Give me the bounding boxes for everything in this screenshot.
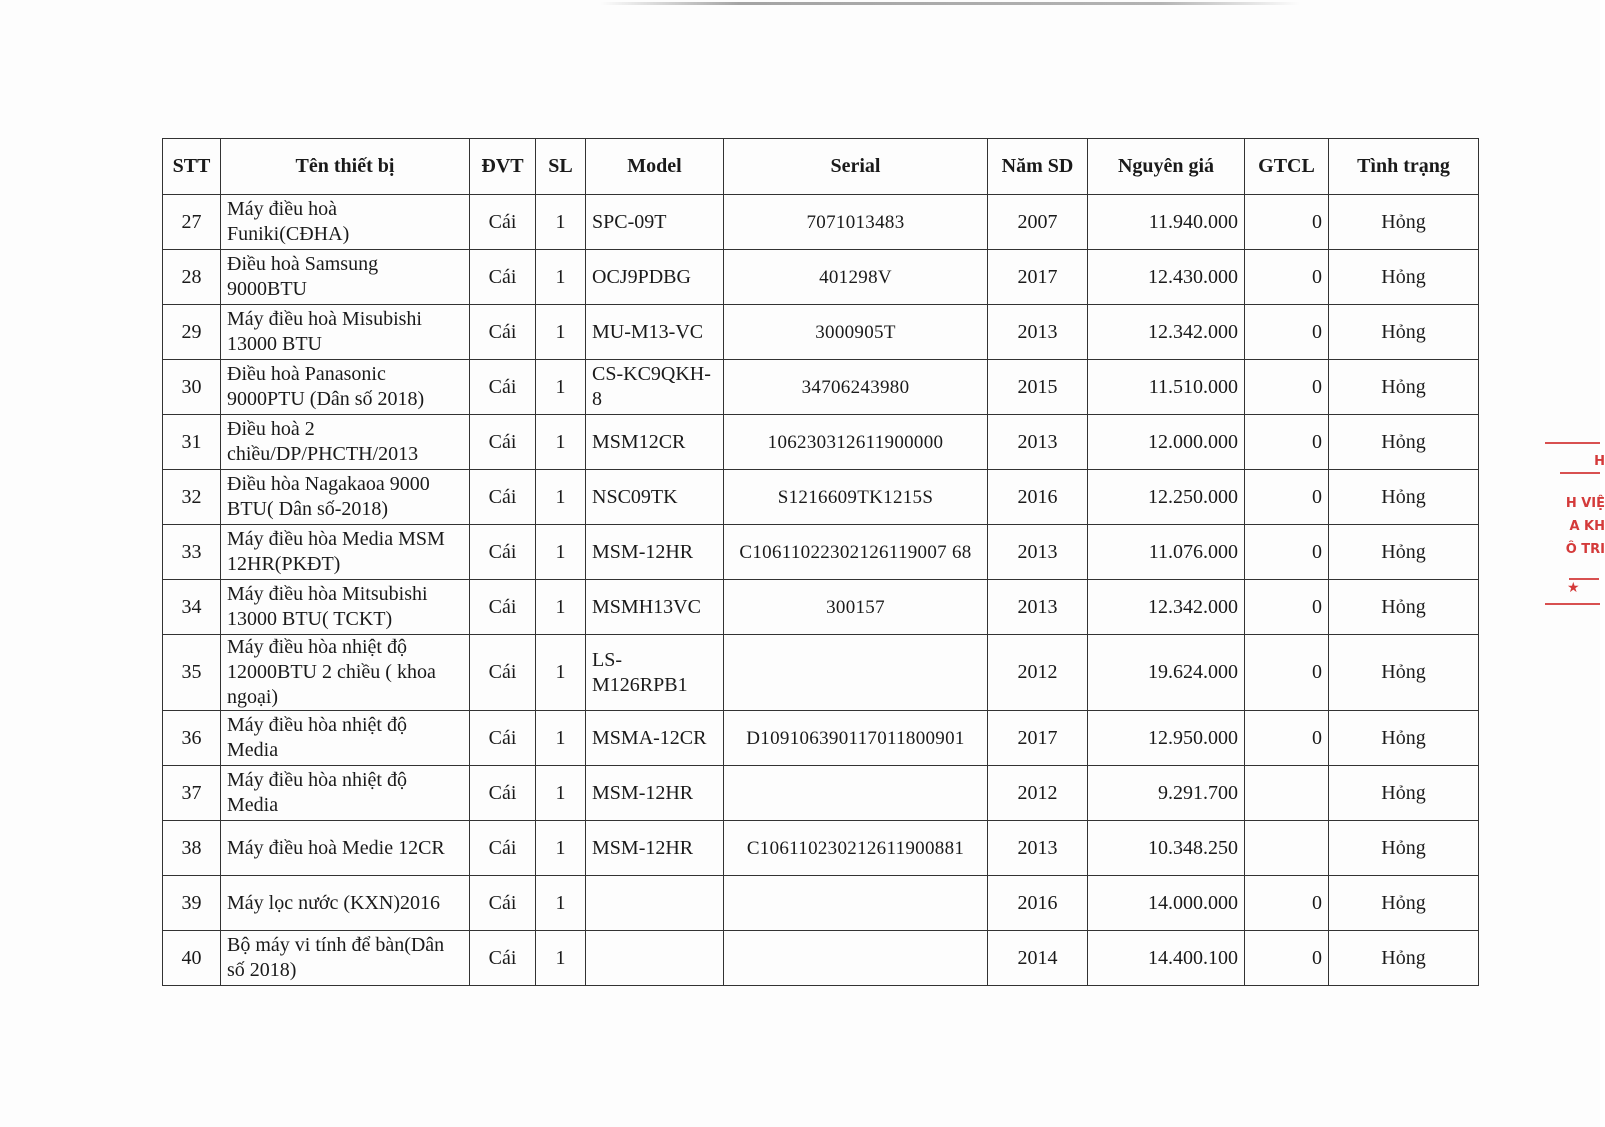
cell-status: Hỏng [1329,470,1479,525]
cell-name: Máy điều hòa Mitsubishi 13000 BTU( TCKT) [221,580,470,635]
stamp-text-2: H VIỆ [1565,496,1605,511]
cell-stt: 31 [163,415,221,470]
cell-status: Hỏng [1329,931,1479,986]
cell-serial: 7071013483 [724,195,988,250]
table-row [163,470,1479,525]
cell-unit: Cái [470,711,536,766]
cell-cost: 12.250.000 [1088,470,1245,525]
table-header-row [163,139,1479,195]
cell-stt: 33 [163,525,221,580]
cell-model: MSMA-12CR [586,711,724,766]
cell-model [586,876,724,931]
cell-model [586,931,724,986]
cell-unit: Cái [470,415,536,470]
table-row [163,766,1479,821]
cell-status: Hỏng [1329,360,1479,415]
cell-serial: C10611022302126119007 68 [724,525,988,580]
cell-year: 2013 [988,580,1088,635]
table-row [163,415,1479,470]
cell-year: 2013 [988,525,1088,580]
cell-year: 2013 [988,821,1088,876]
cell-name: Máy điều hoà Medie 12CR [221,821,470,876]
header-gtcl: GTCL [1245,139,1329,195]
cell-serial: 106230312611900000 [724,415,988,470]
table-row [163,525,1479,580]
cell-status: Hỏng [1329,415,1479,470]
cell-model: NSC09TK [586,470,724,525]
cell-gtcl: 0 [1245,415,1329,470]
table-row [163,305,1479,360]
cell-cost: 12.342.000 [1088,580,1245,635]
cell-qty: 1 [536,766,586,821]
cell-unit: Cái [470,876,536,931]
cell-cost: 12.430.000 [1088,250,1245,305]
cell-cost: 12.000.000 [1088,415,1245,470]
stamp-text-3: A KH [1569,519,1605,534]
equipment-table [162,138,1479,986]
stamp-rule [1545,442,1600,444]
cell-gtcl: 0 [1245,580,1329,635]
cell-status: Hỏng [1329,195,1479,250]
cell-status: Hỏng [1329,305,1479,360]
cell-unit: Cái [470,766,536,821]
header-unit: ĐVT [470,139,536,195]
cell-gtcl: 0 [1245,931,1329,986]
table-row [163,580,1479,635]
cell-year: 2016 [988,876,1088,931]
cell-gtcl: 0 [1245,470,1329,525]
cell-model: MSM-12HR [586,821,724,876]
cell-status: Hỏng [1329,250,1479,305]
header-name: Tên thiết bị [221,139,470,195]
cell-stt: 28 [163,250,221,305]
cell-model: MU-M13-VC [586,305,724,360]
cell-unit: Cái [470,195,536,250]
cell-qty: 1 [536,470,586,525]
cell-year: 2014 [988,931,1088,986]
cell-gtcl: 0 [1245,876,1329,931]
cell-stt: 36 [163,711,221,766]
cell-serial: S1216609TK1215S [724,470,988,525]
cell-model: LS-M126RPB1 [586,635,724,711]
cell-model: MSMH13VC [586,580,724,635]
cell-year: 2017 [988,250,1088,305]
cell-year: 2012 [988,635,1088,711]
cell-unit: Cái [470,580,536,635]
cell-status: Hỏng [1329,766,1479,821]
cell-name: Điều hòa Nagakaoa 9000 BTU( Dân số-2018) [221,470,470,525]
table-row [163,711,1479,766]
cell-name: Máy điều hòa nhiệt độ Media [221,766,470,821]
cell-gtcl: 0 [1245,305,1329,360]
red-seal-stamp [1545,440,1605,625]
cell-qty: 1 [536,525,586,580]
table-row [163,195,1479,250]
cell-unit: Cái [470,931,536,986]
cell-cost: 12.342.000 [1088,305,1245,360]
cell-name: Máy lọc nước (KXN)2016 [221,876,470,931]
cell-year: 2016 [988,470,1088,525]
cell-status: Hỏng [1329,876,1479,931]
cell-serial: 401298V [724,250,988,305]
cell-serial [724,931,988,986]
cell-qty: 1 [536,360,586,415]
cell-status: Hỏng [1329,525,1479,580]
table-row [163,360,1479,415]
cell-qty: 1 [536,931,586,986]
cell-year: 2013 [988,415,1088,470]
cell-name: Máy điều hòa nhiệt độ 12000BTU 2 chiều ( khoa ngoại) [221,635,470,711]
cell-gtcl: 0 [1245,195,1329,250]
table-row [163,635,1479,711]
cell-cost: 12.950.000 [1088,711,1245,766]
cell-model: CS-KC9QKH-8 [586,360,724,415]
stamp-star-icon: ★ [1567,580,1580,596]
cell-qty: 1 [536,635,586,711]
cell-unit: Cái [470,250,536,305]
cell-stt: 29 [163,305,221,360]
cell-name: Máy điều hoà Funiki(CĐHA) [221,195,470,250]
cell-cost: 14.000.000 [1088,876,1245,931]
cell-model: OCJ9PDBG [586,250,724,305]
header-stt: STT [163,139,221,195]
cell-stt: 32 [163,470,221,525]
cell-cost: 11.940.000 [1088,195,1245,250]
cell-cost: 19.624.000 [1088,635,1245,711]
header-status: Tình trạng [1329,139,1479,195]
cell-qty: 1 [536,876,586,931]
cell-stt: 40 [163,931,221,986]
cell-name: Điều hoà Samsung 9000BTU [221,250,470,305]
cell-model: MSM-12HR [586,525,724,580]
header-model: Model [586,139,724,195]
cell-year: 2017 [988,711,1088,766]
cell-stt: 39 [163,876,221,931]
cell-unit: Cái [470,525,536,580]
cell-unit: Cái [470,305,536,360]
stamp-text-4: Ô TRI [1565,542,1605,557]
cell-year: 2012 [988,766,1088,821]
cell-serial: 3000905T [724,305,988,360]
cell-unit: Cái [470,360,536,415]
cell-stt: 37 [163,766,221,821]
cell-model: MSM12CR [586,415,724,470]
cell-gtcl: 0 [1245,360,1329,415]
cell-cost: 9.291.700 [1088,766,1245,821]
cell-name: Máy điều hòa Media MSM 12HR(PKĐT) [221,525,470,580]
cell-model: MSM-12HR [586,766,724,821]
cell-serial [724,876,988,931]
cell-gtcl: 0 [1245,525,1329,580]
cell-status: Hỏng [1329,580,1479,635]
cell-year: 2015 [988,360,1088,415]
cell-cost: 11.076.000 [1088,525,1245,580]
cell-cost: 10.348.250 [1088,821,1245,876]
cell-qty: 1 [536,821,586,876]
cell-serial: D109106390117011800901 [724,711,988,766]
cell-year: 2013 [988,305,1088,360]
cell-gtcl: 0 [1245,711,1329,766]
cell-qty: 1 [536,195,586,250]
stamp-rule [1560,472,1600,474]
cell-name: Điều hoà 2 chiều/DP/PHCTH/2013 [221,415,470,470]
cell-serial: 34706243980 [724,360,988,415]
cell-unit: Cái [470,821,536,876]
cell-qty: 1 [536,250,586,305]
stamp-text-1: H [1594,454,1605,469]
cell-status: Hỏng [1329,821,1479,876]
cell-gtcl: 0 [1245,635,1329,711]
cell-model: SPC-09T [586,195,724,250]
cell-serial [724,766,988,821]
cell-year: 2007 [988,195,1088,250]
header-cost: Nguyên giá [1088,139,1245,195]
cell-name: Máy điều hoà Misubishi 13000 BTU [221,305,470,360]
cell-serial [724,635,988,711]
cell-gtcl [1245,821,1329,876]
cell-stt: 34 [163,580,221,635]
cell-cost: 11.510.000 [1088,360,1245,415]
cell-qty: 1 [536,711,586,766]
cell-serial: C106110230212611900881 [724,821,988,876]
cell-stt: 30 [163,360,221,415]
cell-stt: 38 [163,821,221,876]
cell-qty: 1 [536,415,586,470]
header-serial: Serial [724,139,988,195]
cell-stt: 27 [163,195,221,250]
cell-qty: 1 [536,305,586,360]
cell-gtcl: 0 [1245,250,1329,305]
cell-unit: Cái [470,635,536,711]
cell-gtcl [1245,766,1329,821]
header-year: Năm SD [988,139,1088,195]
cell-status: Hỏng [1329,635,1479,711]
cell-stt: 35 [163,635,221,711]
cell-serial: 300157 [724,580,988,635]
cell-name: Bộ máy vi tính để bàn(Dân số 2018) [221,931,470,986]
stamp-rule [1545,603,1600,605]
header-qty: SL [536,139,586,195]
cell-unit: Cái [470,470,536,525]
cell-name: Máy điều hòa nhiệt độ Media [221,711,470,766]
table-row [163,821,1479,876]
cell-name: Điều hoà Panasonic 9000PTU (Dân số 2018) [221,360,470,415]
table-row [163,876,1479,931]
cell-cost: 14.400.100 [1088,931,1245,986]
scan-edge-shadow [600,2,1300,5]
table-row [163,931,1479,986]
cell-qty: 1 [536,580,586,635]
table-row [163,250,1479,305]
cell-status: Hỏng [1329,711,1479,766]
